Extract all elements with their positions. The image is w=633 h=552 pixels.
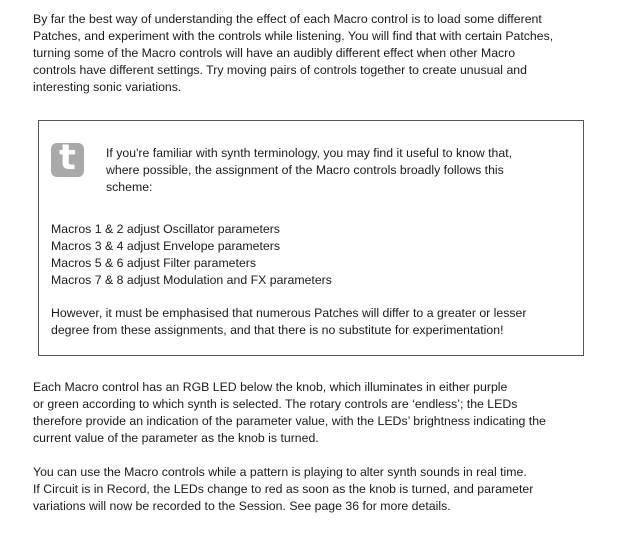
text-line: Each Macro control has an RGB LED below the knob, which illuminates in either purple — [33, 380, 508, 394]
text-line: controls have different settings. Try moving pairs of controls together to create unusual and — [33, 63, 527, 77]
text-line: scheme: — [106, 180, 153, 194]
intro-paragraph — [33, 11, 613, 96]
text-line: interesting sonic variations. — [33, 80, 182, 94]
text-line: variations will now be recorded to the Session. See page 36 for more details. — [33, 499, 451, 513]
text-line: If you're familiar with synth terminology, you may find it useful to know that, — [106, 146, 513, 160]
text-line: turning some of the Macro controls will have an audibly different effect when other Macro — [33, 46, 516, 60]
text-line: You can use the Macro controls while a pattern is playing to alter synth sounds in real time. — [33, 465, 527, 479]
tip-intro — [106, 145, 512, 196]
text-line: By far the best way of understanding the effect of each Macro control is to load some different — [33, 12, 542, 26]
record-paragraph — [33, 464, 613, 515]
text-line: Patches, and experiment with the controls while listening. You will find that with certain Patches, — [33, 29, 554, 43]
list-item: Macros 1 & 2 adjust Oscillator parameters — [51, 222, 280, 236]
tip-note — [51, 305, 526, 339]
text-line: therefore provide an indication of the parameter value, with the LEDs’ brightness indicating the — [33, 414, 546, 428]
list-item: Macros 3 & 4 adjust Envelope parameters — [51, 239, 280, 253]
text-line: or green according to which synth is selected. The rotary controls are ‘endless’; the LEDs — [33, 397, 518, 411]
text-line: degree from these assignments, and that there is no substitute for experimentation! — [51, 323, 504, 337]
list-item: Macros 7 & 8 adjust Modulation and FX parameters — [51, 273, 332, 287]
text-line: where possible, the assignment of the Macro controls broadly follows this — [106, 163, 504, 177]
tip-box — [38, 120, 584, 356]
text-line: If Circuit is in Record, the LEDs change to red as soon as the knob is turned, and parameter — [33, 482, 534, 496]
text-line: However, it must be emphasised that numerous Patches will differ to a greater or lesser — [51, 306, 527, 320]
led-paragraph — [33, 379, 613, 447]
list-item: Macros 5 & 6 adjust Filter parameters — [51, 256, 257, 270]
text-line: current value of the parameter as the knob is turned. — [33, 431, 319, 445]
tip-icon — [51, 138, 84, 178]
tip-icon-glyph: t — [59, 138, 76, 178]
macro-assignment-list — [51, 221, 332, 289]
